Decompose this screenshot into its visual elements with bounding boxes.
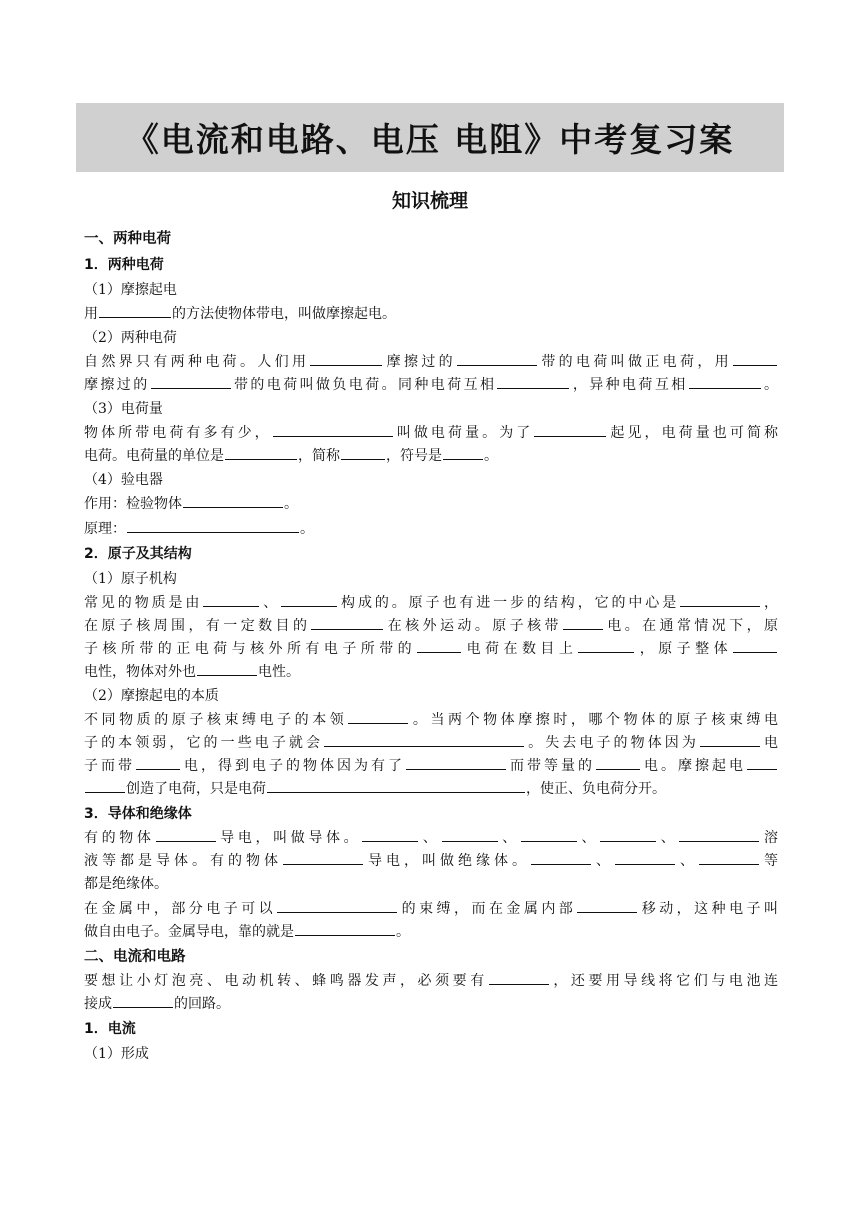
blank-line[interactable] bbox=[679, 827, 759, 842]
paragraph-line: 电性，物体对外也 电性。 bbox=[84, 661, 778, 684]
blank-line[interactable] bbox=[534, 422, 606, 437]
paragraph-line: 都是绝缘体。 bbox=[84, 876, 168, 892]
blank-line[interactable] bbox=[489, 970, 549, 985]
paragraph-line: 不同物质的原子核束缚电子的本领 。当两个物体摩擦时，哪个物体的原子核束缚电 bbox=[84, 709, 778, 732]
blank-line[interactable] bbox=[113, 993, 173, 1008]
blank-line[interactable] bbox=[563, 615, 603, 630]
page-title: 《电流和电路、电压 电阻》中考复习案 bbox=[125, 120, 735, 159]
paragraph-line: 做自由电子。金属导电，靠的就是 。 bbox=[84, 921, 778, 944]
blank-line[interactable] bbox=[600, 827, 656, 842]
paragraph-line: 接成 的回路。 bbox=[84, 993, 778, 1016]
section-heading-two-charges: 一、两种电荷 bbox=[84, 231, 171, 247]
sub-heading-charge-quantity: （3）电荷量 bbox=[84, 401, 163, 417]
paragraph-line: 子而带 电，得到电子的物体因为有了 而带等量的 电。摩擦起电 bbox=[84, 755, 778, 778]
sub-heading-friction-essence: （2）摩擦起电的本质 bbox=[84, 688, 219, 704]
blank-line[interactable] bbox=[457, 351, 537, 366]
point-heading-conductors: 3．导体和绝缘体 bbox=[84, 806, 192, 822]
blank-line[interactable] bbox=[531, 850, 591, 865]
point-heading-atom-structure: 2．原子及其结构 bbox=[84, 546, 192, 562]
paragraph-line: 作用：检验物体 。 bbox=[84, 493, 778, 516]
paragraph-line: 摩擦过的 带的电荷叫做负电荷。同种电荷互相 ，异种电荷互相 。 bbox=[84, 374, 778, 397]
blank-line[interactable] bbox=[578, 638, 634, 653]
blank-line[interactable] bbox=[151, 374, 231, 389]
sub-heading-two-charges: （2）两种电荷 bbox=[84, 330, 177, 346]
paragraph-line: 在金属中，部分电子可以 的束缚，而在金属内部 移动，这种电子叫 bbox=[84, 898, 778, 921]
blank-line[interactable] bbox=[417, 638, 461, 653]
paragraph-line: 原理： 。 bbox=[84, 518, 778, 541]
blank-line[interactable] bbox=[127, 518, 299, 533]
blank-line[interactable] bbox=[521, 827, 577, 842]
blank-line[interactable] bbox=[443, 445, 483, 460]
blank-line[interactable] bbox=[311, 615, 383, 630]
blank-line[interactable] bbox=[689, 374, 761, 389]
sub-heading-friction: （1）摩擦起电 bbox=[84, 282, 177, 298]
blank-line[interactable] bbox=[273, 422, 393, 437]
blank-line[interactable] bbox=[615, 850, 675, 865]
blank-line[interactable] bbox=[596, 755, 640, 770]
content-body bbox=[84, 226, 778, 1067]
paragraph-line: 创造了电荷，只是电荷 ，使正、负电荷分开。 bbox=[84, 778, 778, 801]
blank-line[interactable] bbox=[183, 493, 283, 508]
sub-heading-atom: （1）原子机构 bbox=[84, 571, 177, 587]
blank-line[interactable] bbox=[577, 898, 637, 913]
blank-line[interactable] bbox=[747, 755, 777, 770]
section-heading-current-circuit: 二、电流和电路 bbox=[84, 949, 186, 965]
blank-line[interactable] bbox=[699, 850, 759, 865]
title-banner bbox=[76, 103, 784, 172]
blank-line[interactable] bbox=[348, 709, 408, 724]
blank-line[interactable] bbox=[295, 921, 395, 936]
paragraph-line: 在原子核周围，有一定数目的 在核外运动。原子核带 电。在通常情况下，原 bbox=[84, 615, 778, 638]
blank-line[interactable] bbox=[700, 732, 760, 747]
blank-line[interactable] bbox=[203, 592, 259, 607]
paragraph-line: 物体所带电荷有多有少， 叫做电荷量。为了 起见，电荷量也可简称 bbox=[84, 422, 778, 445]
point-heading-current: 1．电流 bbox=[84, 1021, 136, 1037]
sub-heading-electroscope: （4）验电器 bbox=[84, 472, 163, 488]
paragraph-line: 要想让小灯泡亮、电动机转、蜂鸣器发声，必须要有 ，还要用导线将它们与电池连 bbox=[84, 970, 778, 993]
paragraph-line: 用 的方法使物体带电，叫做摩擦起电。 bbox=[84, 303, 778, 326]
paragraph-line: 电荷。电荷量的单位是 ，简称 ，符号是 。 bbox=[84, 445, 778, 468]
paragraph-line: 自然界只有两种电荷。人们用 摩擦过的 带的电荷叫做正电荷，用 bbox=[84, 351, 778, 374]
blank-line[interactable] bbox=[362, 827, 418, 842]
blank-line[interactable] bbox=[99, 303, 171, 318]
paragraph-line: 有的物体 导电，叫做导体。 、 、 、 、 溶 bbox=[84, 827, 778, 850]
blank-line[interactable] bbox=[324, 732, 524, 747]
blank-line[interactable] bbox=[310, 351, 382, 366]
paragraph-line: 子核所带的正电荷与核外所有电子所带的 电荷在数目上 ，原子整体 bbox=[84, 638, 778, 661]
blank-line[interactable] bbox=[281, 592, 337, 607]
blank-line[interactable] bbox=[497, 374, 569, 389]
paragraph-line: 常见的物质是由 、 构成的。原子也有进一步的结构，它的中心是 ， bbox=[84, 592, 778, 615]
point-heading-two-charges: 1．两种电荷 bbox=[84, 257, 164, 273]
paragraph-line: 液等都是导体。有的物体 导电，叫做绝缘体。 、 、 等 bbox=[84, 850, 778, 873]
blank-line[interactable] bbox=[442, 827, 498, 842]
blank-line[interactable] bbox=[225, 445, 297, 460]
blank-line[interactable] bbox=[136, 755, 180, 770]
blank-line[interactable] bbox=[267, 778, 525, 793]
section-subtitle: 知识梳理 bbox=[391, 190, 468, 212]
blank-line[interactable] bbox=[277, 898, 397, 913]
blank-line[interactable] bbox=[85, 778, 125, 793]
sub-heading-formation: （1）形成 bbox=[84, 1046, 149, 1062]
blank-line[interactable] bbox=[156, 827, 216, 842]
blank-line[interactable] bbox=[733, 638, 777, 653]
blank-line[interactable] bbox=[197, 661, 257, 676]
blank-line[interactable] bbox=[680, 592, 760, 607]
blank-line[interactable] bbox=[283, 850, 363, 865]
blank-line[interactable] bbox=[341, 445, 385, 460]
paragraph-line: 子的本领弱，它的一些电子就会 。失去电子的物体因为 电 bbox=[84, 732, 778, 755]
blank-line[interactable] bbox=[406, 755, 506, 770]
blank-line[interactable] bbox=[733, 351, 777, 366]
